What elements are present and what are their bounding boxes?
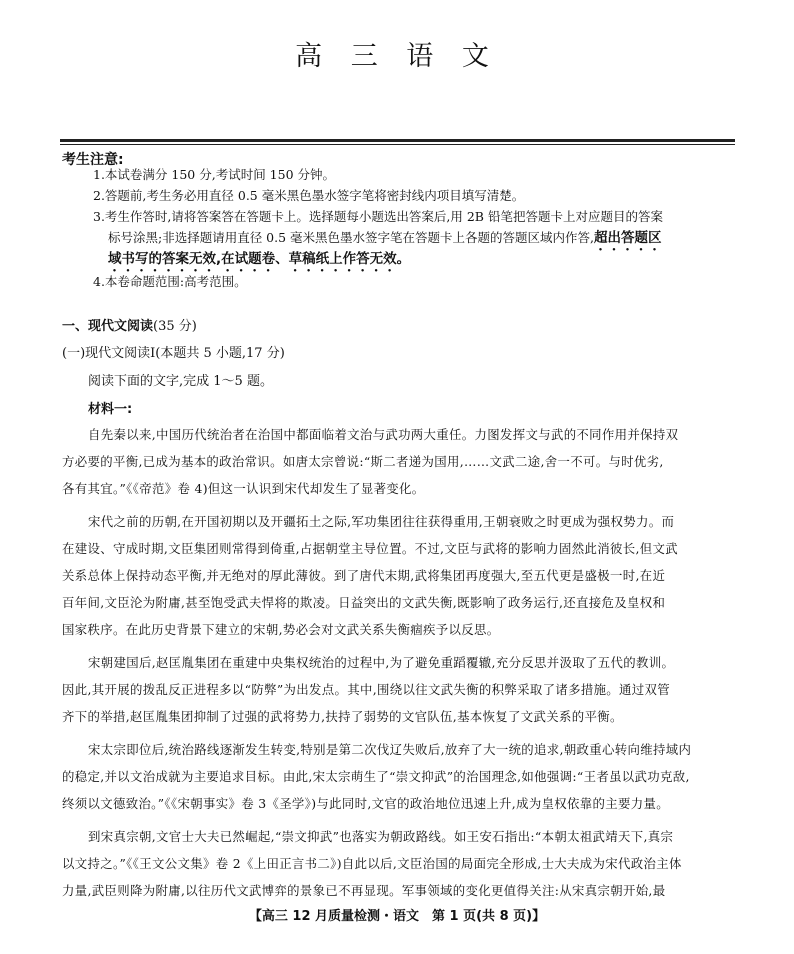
section-heading-score: (35 分) — [153, 319, 197, 334]
body-line: 方必要的平衡,已成为基本的政治常识。如唐太宗曾说:“斯二者递为国用,……文武二途,舍一不可。与时优劣, — [62, 454, 664, 469]
body-line: 宋代之前的历朝,在开国初期以及开疆拓土之际,军功集团往往获得重用,王朝衰败之时更成为强权势力。而 — [88, 514, 675, 529]
sub-heading: (一)现代文阅读Ⅰ(本题共 5 小题,17 分) — [62, 346, 285, 361]
body-line: 自先秦以来,中国历代统治者在治国中都面临着文治与武功两大重任。力图发挥文与武的不同作用并保持双 — [88, 427, 679, 442]
body-line: 国家秩序。在此历史背景下建立的宋朝,势必会对文武关系失衡痼疾予以反思。 — [62, 622, 500, 637]
body-line: 的稳定,并以文治成就为主要追求目标。由此,宋太宗萌生了“崇文抑武”的治国理念,如他强调:“王者虽以武功克敌, — [62, 769, 690, 784]
material-label: 材料一: — [88, 402, 133, 417]
notice-item-3-line-1: 3.考生作答时,请将答案答在答题卡上。选择题每小题选出答案后,用 2B 铅笔把答题卡上对应题目的答案 — [93, 209, 663, 224]
notice-item-3-text: 标号涂黑;非选择题请用直径 0.5 毫米黑色墨水签字笔在答题卡上各题的答题区域内作答, — [108, 230, 595, 245]
section-heading-title: 一、现代文阅读 — [62, 319, 154, 334]
exam-title: 高 三 语 文 — [295, 41, 499, 72]
body-line: 因此,其开展的拨乱反正进程多以“防弊”为出发点。其中,围绕以往文武失衡的积弊采取了诸多措施。通过双管 — [62, 682, 671, 697]
notice-item-4: 4.本卷命题范围:高考范围。 — [93, 274, 247, 289]
body-line: 到宋真宗朝,文官士大夫已然崛起,“崇文抑武”也落实为朝政路线。如王安石指出:“本朝太祖武靖天下,真宗 — [88, 829, 674, 844]
notice-heading: 考生注意: — [62, 152, 124, 168]
section-heading — [62, 315, 197, 334]
notice-item-1: 1.本试卷满分 150 分,考试时间 150 分钟。 — [93, 167, 336, 182]
reading-instruction: 阅读下面的文字,完成 1～5 题。 — [88, 374, 273, 389]
notice-item-3-emphasis: 超出答题区 — [594, 230, 662, 246]
header-divider-thin — [60, 144, 735, 145]
body-line: 各有其宜。”《《帝范》卷 4)但这一认识到宋代却发生了显著变化。 — [62, 481, 425, 496]
body-line: 在建设、守成时期,文臣集团则常得到倚重,占据朝堂主导位置。不过,文臣与武将的影响力固然此消彼长,但文武 — [62, 541, 678, 556]
body-line: 力量,武臣则降为附庸,以往历代文武博弈的景象已不再显现。军事领域的变化更值得关注:从宋真宗朝开始,最 — [62, 883, 666, 898]
notice-item-2: 2.答题前,考生务必用直径 0.5 毫米黑色墨水签字笔将密封线内项目填写清楚。 — [93, 188, 525, 203]
page-footer: 【高三 12 月质量检测・语文 第 1 页(共 8 页)】 — [248, 909, 546, 924]
body-line: 宋朝建国后,赵匡胤集团在重建中央集权统治的过程中,为了避免重蹈覆辙,充分反思并汲取了五代的教训。 — [88, 655, 675, 670]
body-line: 终须以文德致治。”《《宋朝事实》卷 3《圣学》)与此同时,文官的政治地位迅速上升,成为皇权依靠的主要力量。 — [62, 796, 669, 811]
notice-item-3-emphasis-cont: 域书写的答案无效,在试题卷、草稿纸上作答无效。 — [108, 251, 411, 267]
body-line: 齐下的举措,赵匡胤集团抑制了过强的武将势力,扶持了弱势的文官队伍,基本恢复了文武关系的平衡。 — [62, 709, 623, 724]
body-line: 百年间,文臣沦为附庸,甚至饱受武夫悍将的欺凌。日益突出的文武失衡,既影响了政务运行,还直接危及皇权和 — [62, 595, 666, 610]
body-line: 宋太宗即位后,统治路线逐渐发生转变,特别是第二次伐辽失败后,放弃了大一统的追求,朝政重心转向维持域内 — [88, 742, 692, 757]
body-line: 以文持之。”《《王文公文集》卷 2《上田正言书二》)自此以后,文臣治国的局面完全形成,士大夫成为宋代政治主体 — [62, 856, 682, 871]
body-line: 关系总体上保持动态平衡,并无绝对的厚此薄彼。到了唐代末期,武将集团再度强大,至五代更是盛极一时,在近 — [62, 568, 666, 583]
header-divider-thick — [60, 139, 735, 142]
